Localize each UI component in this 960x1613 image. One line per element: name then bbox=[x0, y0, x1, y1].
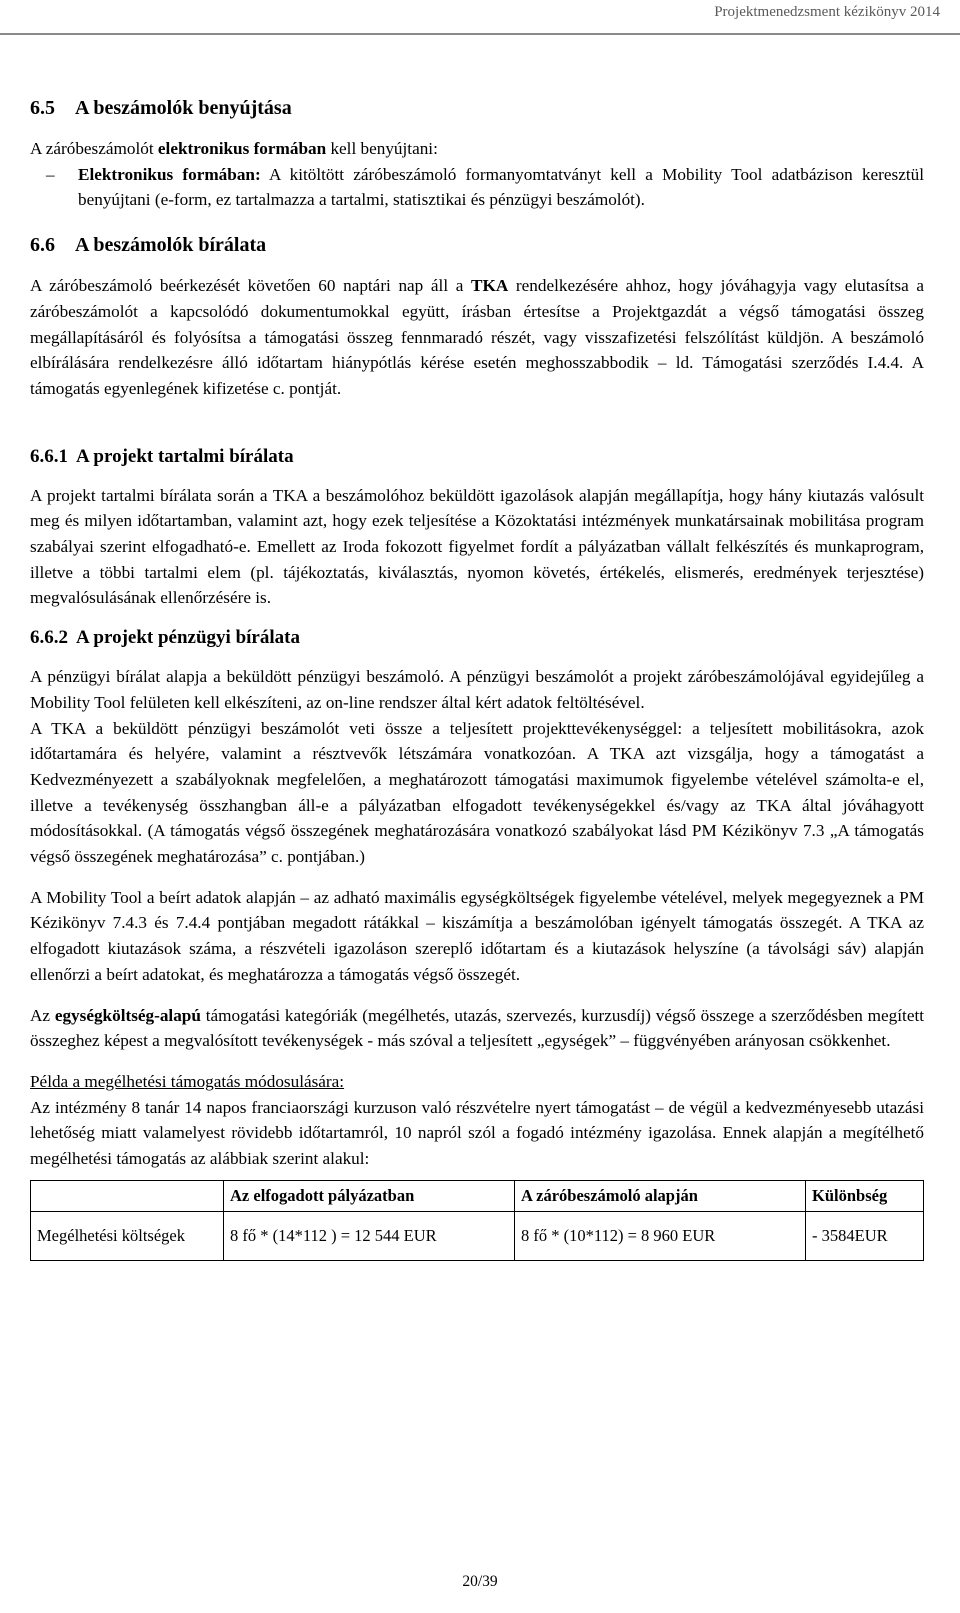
table-header-cell: Különbség bbox=[806, 1180, 924, 1211]
table-header-cell: Az elfogadott pályázatban bbox=[224, 1180, 515, 1211]
text-run: A záróbeszámolót bbox=[30, 139, 158, 158]
paragraph: Az intézmény 8 tanár 14 napos franciaországi kurzuson való részvételre nyert támogatást – de végül a kedvezményesebb utazási lehetőség miatt valamelyest rövidebb időtartamról, 10 napról szól a fogadó intézmény igazolása. Ennek alapján a megítélhető megélhetési támogatás az alábbiak szerint alakul: bbox=[30, 1097, 924, 1169]
paragraph bbox=[30, 273, 924, 402]
example-title bbox=[30, 1069, 924, 1095]
table-header-cell: A záróbeszámoló alapján bbox=[515, 1180, 806, 1211]
table-header-cell bbox=[31, 1180, 224, 1211]
paragraph: A projekt tartalmi bírálata során a TKA a beszámolóhoz beküldött igazolások alapján megállapítja, hogy hány kiutazás valósult meg és milyen időtartamban, valamint azt, hogy ezek teljesítése a Közoktatási intézmények munkatársainak mobilitása program szabályai szerint elfogadható-e. Emellett az Iroda fokozott figyelmet fordít a pályázatban vállalt felkészítés és munkaprogram, illetve a többi tartalmi elem (pl. tájékoztatás, kiválasztás, nyomon követés, értékelés, elismerés, eredmények terjesztése) megvalósulásának ellenőrzésére is. bbox=[30, 485, 924, 608]
document-body bbox=[30, 95, 924, 1261]
heading-6-6-1 bbox=[30, 444, 924, 470]
text-run: Az bbox=[30, 1005, 55, 1025]
table-cell: Megélhetési költségek bbox=[31, 1211, 224, 1260]
text-run-bold: egységköltség-alapú bbox=[54, 1005, 201, 1025]
heading-number: 6.6.2 bbox=[30, 627, 68, 649]
heading-number: 6.6.1 bbox=[30, 445, 68, 467]
table-row bbox=[31, 1211, 924, 1260]
bullet-item bbox=[30, 162, 924, 213]
text-run: rendelkezésére ahhoz, hogy jóváhagyja vagy elutasítsa a záróbeszámolót a kapcsolódó dokumentumokkal együtt, írásban értesítse a Projektgazdát a végső támogatási összeg megállapításáról és folyósítsa a támogatási összeg fennmaradó részét, vagy visszafizetési felszólítást küldjön. A beszámoló elbírálására rendelkezésre álló időtartam hiánypótlás kérése esetén meghosszabbodik – ld. Támogatási szerződés I.4.4. A támogatás egyenlegének kifizetése c. pontját. bbox=[30, 276, 924, 398]
text-run: támogatási kategóriák (megélhetés, utazás, szervezés, kurzusdíj) végső összege a szerződésben megített összeghez képest a megvalósított tevékenységek - más szóval a teljesített „egységek” – függvényében arányosan csökkenhet. bbox=[30, 1005, 924, 1051]
heading-6-6 bbox=[30, 232, 924, 258]
text-run: A kitöltött záróbeszámoló formanyomtatványt kell a Mobility Tool adatbázison keresztül benyújtani (e-form, ez tartalmazza a tartalmi, statisztikai és pénzügyi beszámolót). bbox=[78, 164, 924, 210]
text-run-bold: Elektronikus formában: bbox=[78, 164, 261, 184]
heading-6-5 bbox=[30, 95, 924, 121]
paragraph bbox=[30, 1003, 924, 1054]
page-number: 20/39 bbox=[462, 1573, 498, 1590]
text-run: A záróbeszámoló beérkezését követően 60 naptári nap áll a bbox=[30, 276, 472, 296]
bullet-text bbox=[78, 162, 924, 213]
paragraph: A pénzügyi bírálat alapja a beküldött pénzügyi beszámoló. A pénzügyi beszámolót a projekt záróbeszámolójával egyidejűleg a Mobility Tool felületen kell elkészíteni, az on-line rendszer által kért adatok feltöltésével. bbox=[30, 667, 924, 712]
heading-title: A projekt tartalmi bírálata bbox=[76, 445, 294, 467]
table-header-row bbox=[31, 1180, 924, 1211]
header-rule bbox=[0, 33, 960, 35]
dash-bullet: – bbox=[46, 164, 55, 184]
heading-6-6-2 bbox=[30, 625, 924, 651]
paragraph: A TKA a beküldött pénzügyi beszámolót veti össze a teljesített projekttevékenységgel: a teljesített mobilitásokra, azok időtartamára és helyére, valamint a résztvevők létszámára vonatkozóan. A TKA azt vizsgálja, hogy a támogatást a Kedvezményezett a szabályoknak megfelelően, a meghatározott támogatási maximumok figyelembe vételével számolta-e el, illetve a tevékenység összhangban áll-e a pályázatban elfogadott tevékenységekkel és/vagy az TKA által jóváhagyott módosításokkal. (A támogatás végső összegének meghatározására vonatkozó szabályokat lásd PM Kézikönyv 7.3 „A támogatás végső összegének meghatározása” c. pontjában.) bbox=[30, 718, 924, 867]
allowance-table bbox=[30, 1180, 924, 1261]
text-run-bold: TKA bbox=[471, 276, 509, 296]
header-title: Projektmenedzsment kézikönyv 2014 bbox=[714, 4, 940, 20]
text-run: kell benyújtani: bbox=[326, 139, 438, 158]
table-cell: 8 fő * (14*112 ) = 12 544 EUR bbox=[224, 1211, 515, 1260]
heading-title: A beszámolók bírálata bbox=[75, 234, 267, 257]
table-cell: - 3584EUR bbox=[806, 1211, 924, 1260]
paragraph bbox=[30, 136, 924, 162]
text-run-bold: elektronikus formában bbox=[157, 139, 327, 158]
paragraph: A Mobility Tool a beírt adatok alapján – az adható maximális egységköltségek figyelembe vételével, melyek megegyeznek a PM Kézikönyv 7.4.3 és 7.4.4 pontjában megadott rátákkal – kiszámítja a beszámolóban igényelt támogatás összegét. A TKA az elfogadott kiutazások száma, a részvételi igazoláson szereplő időtartam és a kiutazások helyszíne (a távolsági sáv) alapján ellenőrzi a beírt adatokat, és meghatározza a támogatás végső összegét. bbox=[30, 887, 924, 984]
underlined-text: Példa a megélhetési támogatás módosulására: bbox=[30, 1071, 345, 1091]
heading-title: A projekt pénzügyi bírálata bbox=[76, 627, 300, 649]
page-header bbox=[0, 0, 960, 37]
table-cell: 8 fő * (10*112) = 8 960 EUR bbox=[515, 1211, 806, 1260]
heading-number: 6.6 bbox=[30, 234, 55, 257]
heading-title: A beszámolók benyújtása bbox=[75, 97, 292, 119]
heading-number: 6.5 bbox=[30, 97, 55, 119]
